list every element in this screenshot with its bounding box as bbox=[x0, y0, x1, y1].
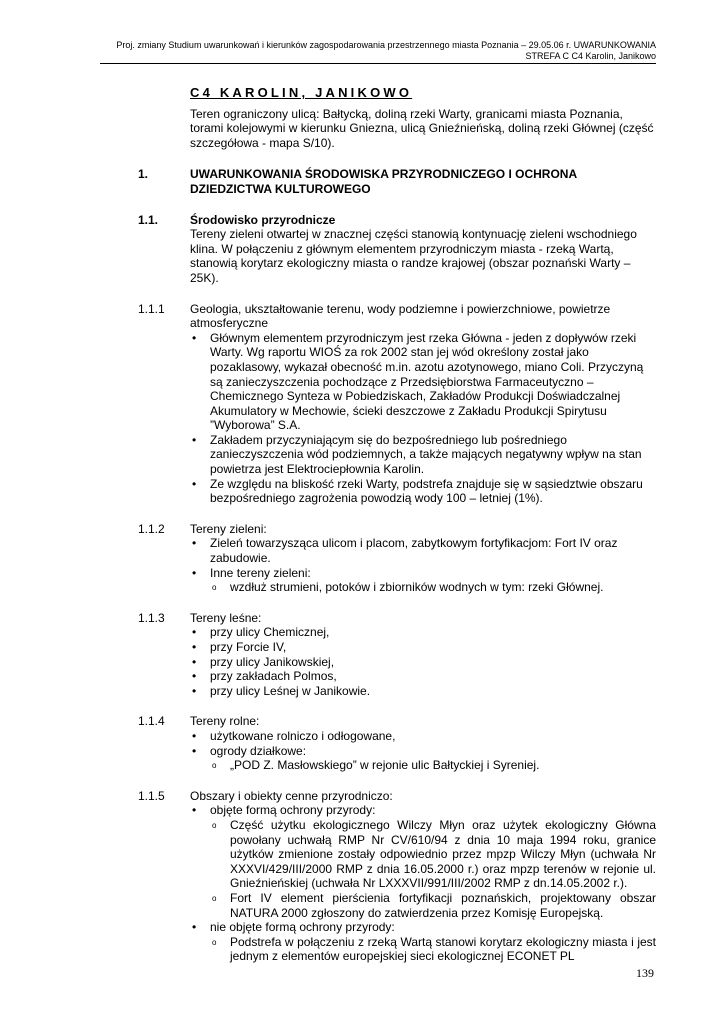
section-title: Środowisko przyrodnicze bbox=[190, 212, 336, 227]
section-text: Tereny zieleni otwartej w znacznej części stanowią kontynuację zieleni wschodniego klina. W połączeniu z głównym elementem przyrodniczym miasta - rzeką Wartą, stanowią korytarz ekologiczny miasta o randze krajowej (obszar poznański Warty – 25K). bbox=[190, 227, 637, 285]
list-item: • przy Forcie IV, bbox=[190, 640, 656, 655]
section-body bbox=[190, 714, 656, 772]
list-item: • Głównym elementem przyrodniczym jest rzeka Główna - jeden z dopływów rzeki Warty. Wg raportu WIOŚ za rok 2002 stan jej wód określony został jako pozaklasowy, wykazał obecność m.in. azotu azotynowego, miano Coli. Przyczyną są zanieczyszczenia pochodzące z Przedsiębiorstwa Farmaceutyczno – Chemicznego Synteza w Pobiedziskach, Zakładów Produkcji Doświadczalnej Akumulatory w Mechowie, ścieki deszczowe z Zakładu Produkcji Spirytusu ”Wyborowa” S.A. bbox=[190, 331, 656, 433]
section-number: 1.1. bbox=[138, 212, 159, 227]
list-item: • przy ulicy Janikowskiej, bbox=[190, 655, 656, 670]
section-title: Tereny leśne: bbox=[190, 610, 262, 625]
list-item: • przy zakładach Polmos, bbox=[190, 669, 656, 684]
page-title: C4 KAROLIN, JANIKOWO bbox=[190, 85, 413, 100]
section-1 bbox=[138, 167, 656, 196]
sub-list-item: o „POD Z. Masłowskiego” w rejonie ulic Bałtyckiej i Syreniej. bbox=[190, 758, 656, 773]
section-1-1-4 bbox=[138, 714, 656, 772]
section-1-1-3 bbox=[138, 611, 656, 699]
document-body bbox=[138, 86, 656, 964]
sub-list-item: o Podstrefa w połączeniu z rzeką Wartą stanowi korytarz ekologiczny miasta i jest jednym z elementów europejskiej sieci ekologicznej ECONET PL bbox=[190, 935, 656, 964]
list-item: • przy ulicy Chemicznej, bbox=[190, 625, 656, 640]
section-number: 1.1.5 bbox=[138, 788, 165, 803]
section-title: Tereny rolne: bbox=[190, 714, 260, 729]
list-item: • objęte formą ochrony przyrody: bbox=[190, 803, 656, 818]
header-line-2: STREFA C C4 Karolin, Janikowo bbox=[525, 51, 656, 61]
list-item: • użytkowane rolniczo i odłogowane, bbox=[190, 729, 656, 744]
section-1-1-5 bbox=[138, 789, 656, 964]
section-1-1-2 bbox=[138, 522, 656, 595]
section-number: 1. bbox=[138, 167, 149, 182]
section-title: UWARUNKOWANIA ŚRODOWISKA PRZYRODNICZEGO I OCHRONA DZIEDZICTWA KULTUROWEGO bbox=[190, 167, 577, 196]
bullet-list bbox=[190, 803, 656, 964]
bullet-list bbox=[190, 729, 656, 773]
intro-paragraph: Teren ograniczony ulicą: Bałtycką, doliną rzeki Warty, granicami miasta Poznania, torami kolejowymi w kierunku Gniezna, ulicą Gnieźnieńską, doliną rzeki Głównej (część szczegółowa - mapa S/10). bbox=[190, 106, 654, 150]
page-number: 139 bbox=[636, 966, 654, 980]
bullet-list bbox=[190, 331, 656, 506]
sub-list-item: o Fort IV element pierścienia fortyfikacji poznańskich, projektowany obszar NATURA 2000 zgłoszony do zatwierdzenia przez Komisję Europejską. bbox=[190, 891, 656, 920]
list-item: • Inne tereny zieleni: bbox=[190, 566, 656, 581]
sub-list-item: o wzdłuż strumieni, potoków i zbiorników wodnych w tym: rzeki Głównej. bbox=[190, 580, 656, 595]
section-1-1 bbox=[138, 213, 656, 286]
section-number: 1.1.1 bbox=[138, 301, 165, 316]
list-item: • Zieleń towarzysząca ulicom i placom, zabytkowym fortyfikacjom: Fort IV oraz zabudowie. bbox=[190, 536, 656, 565]
section-body bbox=[190, 611, 656, 699]
sub-list-item: o Część użytku ekologicznego Wilczy Młyn oraz użytek ekologiczny Główna powołany uchwałą RMP Nr CV/610/94 z dnia 10 maja 1994 roku, granice użytków zmienione zostały odpowiednio przez mpzp Wilczy Młyn (uchwała Nr XXXVI/429/III/2000 RMP z dnia 16.05.2000 r.) oraz mpzp terenów w rejonie ul. Gnieźnieńskiej (uchwała Nr LXXXVII/991/III/2002 RMP z dn.14.05.2002 r.). bbox=[190, 818, 656, 891]
section-body bbox=[190, 213, 656, 286]
list-item: • nie objęte formą ochrony przyrody: bbox=[190, 920, 656, 935]
list-item: • Zakładem przyczyniającym się do bezpośredniego lub pośredniego zanieczyszczenia wód podziemnych, a także mających negatywny wpływ na stan powietrza jest Elektrociepłownia Karolin. bbox=[190, 433, 656, 477]
section-body bbox=[190, 302, 656, 506]
section-body bbox=[190, 789, 656, 964]
section-number: 1.1.3 bbox=[138, 610, 165, 625]
bullet-list bbox=[190, 625, 656, 698]
list-item: • Ze względu na bliskość rzeki Warty, podstrefa znajduje się w sąsiedztwie obszaru bezpośredniego zagrożenia powodzią wody 100 – letniej (1%). bbox=[190, 477, 656, 506]
header-line-1: Proj. zmiany Studium uwarunkowań i kierunków zagospodarowania przestrzennego miasta Poznania – 29.05.06 r. UWARUNKOWANIA bbox=[116, 40, 656, 50]
section-number: 1.1.4 bbox=[138, 714, 165, 729]
section-number: 1.1.2 bbox=[138, 521, 165, 536]
section-title: Obszary i obiekty cenne przyrodniczo: bbox=[190, 788, 393, 803]
section-title: Geologia, ukształtowanie terenu, wody podziemne i powierzchniowe, powietrze atmosferyczne bbox=[190, 301, 611, 331]
page-header bbox=[100, 40, 656, 64]
list-item: • ogrody działkowe: bbox=[190, 744, 656, 759]
bullet-list bbox=[190, 536, 656, 594]
list-item: • przy ulicy Leśnej w Janikowie. bbox=[190, 684, 656, 699]
section-1-1-1 bbox=[138, 302, 656, 506]
section-body bbox=[190, 522, 656, 595]
section-title: Tereny zieleni: bbox=[190, 521, 267, 536]
